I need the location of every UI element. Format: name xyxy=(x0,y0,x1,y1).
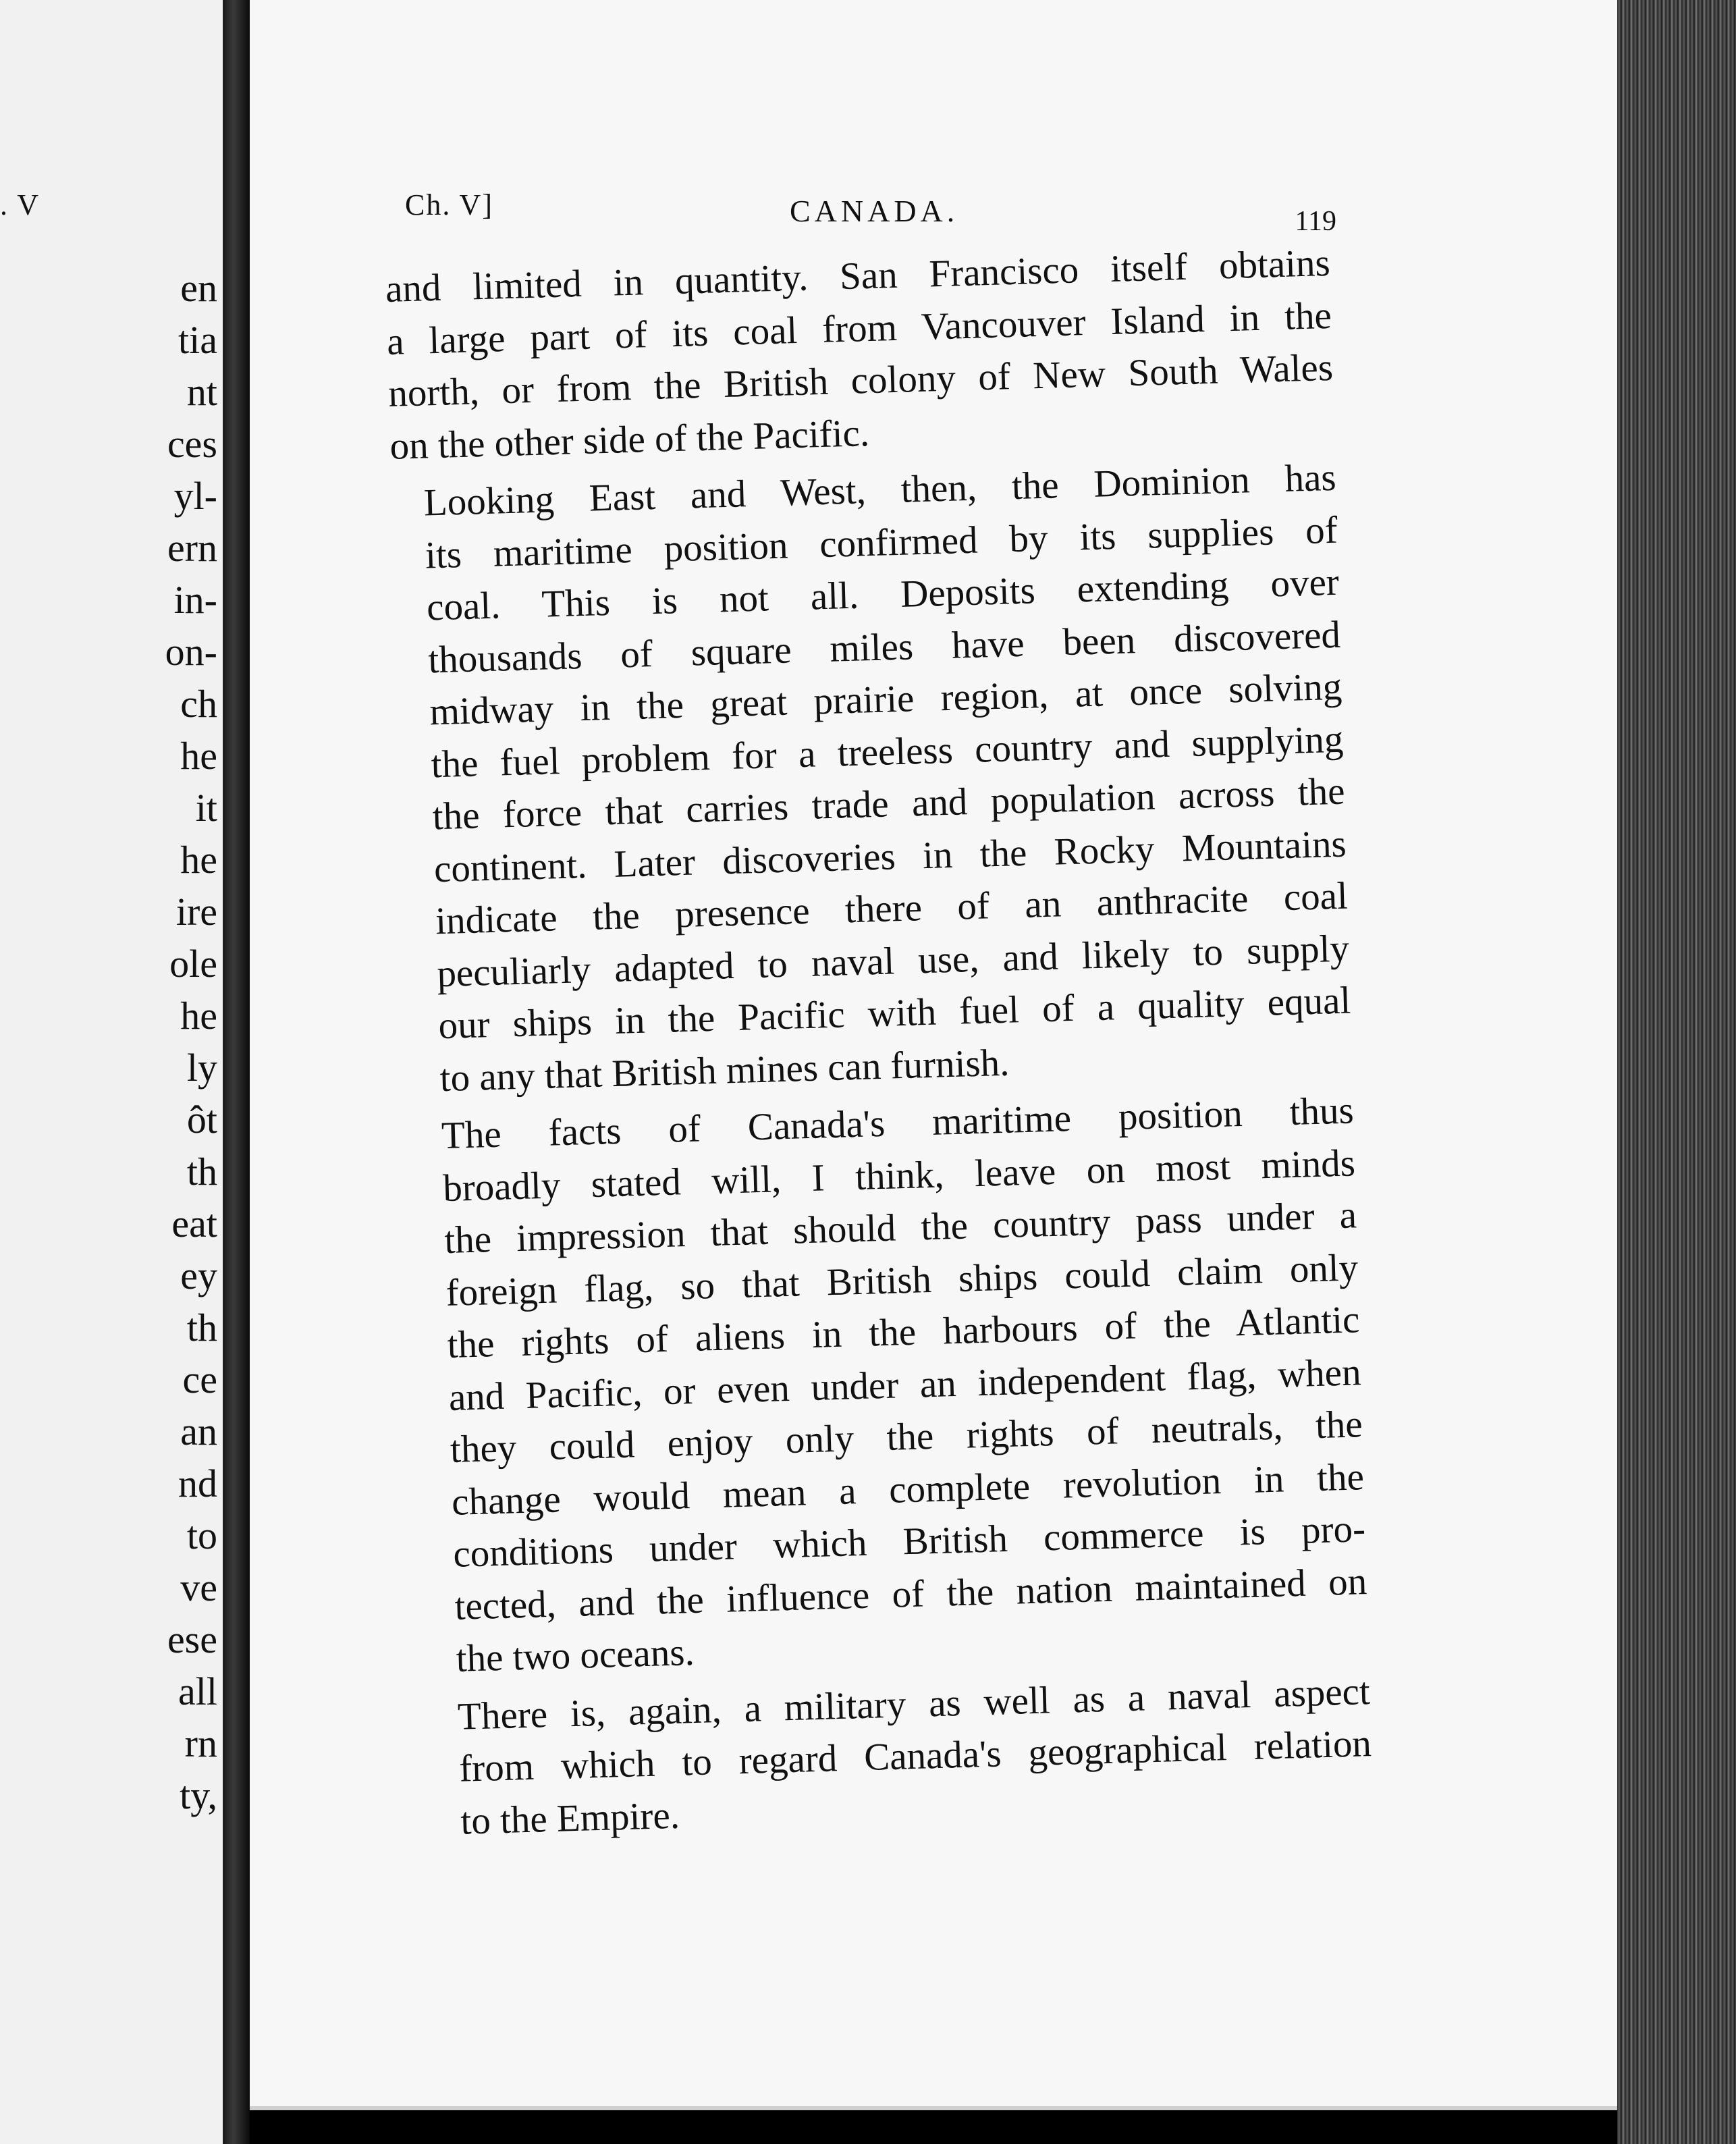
text-line: its maritime position confirmed by its supplies of xyxy=(425,508,1338,577)
text-line: a large part of its coal from Vancouver Island in the xyxy=(386,294,1332,363)
line-fragment: rn xyxy=(184,1721,217,1765)
text-line: foreign flag, so that British ships could claim only xyxy=(445,1245,1359,1314)
text-line: to any that British mines can furnish. xyxy=(439,1041,1010,1100)
line-fragment: ire xyxy=(175,890,217,934)
line-fragment: all xyxy=(178,1669,217,1713)
body-text xyxy=(385,237,1374,1854)
line-fragment: th xyxy=(186,1150,217,1194)
line-fragment: nd xyxy=(178,1462,217,1505)
text-line: the impression that should the country pass under a xyxy=(443,1194,1357,1262)
line-fragment: ly xyxy=(186,1046,217,1090)
line-fragment: ch xyxy=(180,682,217,726)
line-fragment: ve xyxy=(180,1565,217,1609)
page-number: 119 xyxy=(1295,206,1336,237)
line-fragment: to xyxy=(186,1513,217,1557)
page-edges xyxy=(1617,0,1736,2144)
line-fragment: it xyxy=(195,786,217,830)
line-fragment: tia xyxy=(178,318,217,362)
line-fragment: ces xyxy=(167,422,217,466)
line-fragment: he xyxy=(180,994,217,1038)
text-line: to the Empire. xyxy=(460,1794,680,1843)
text-line: conditions under which British commerce is pro- xyxy=(452,1507,1366,1576)
text-line: our ships in the Pacific with fuel of a quality equal xyxy=(437,979,1351,1048)
paragraph-4 xyxy=(425,1665,1374,1848)
line-fragment: ole xyxy=(169,942,217,986)
line-fragment: nt xyxy=(186,370,217,414)
text-line: the two oceans. xyxy=(455,1631,695,1680)
text-line: and limited in quantity. San Francisco itself obtains xyxy=(385,241,1331,311)
running-head xyxy=(405,182,1336,237)
line-fragment: on- xyxy=(165,630,217,674)
text-line: from which to regard Canada's geographical relation xyxy=(458,1722,1372,1790)
line-fragment: th xyxy=(186,1306,217,1349)
text-line: midway in the great prairie region, at once solving xyxy=(429,665,1342,734)
line-fragment: in- xyxy=(173,578,217,622)
line-fragment: ern xyxy=(167,526,217,570)
previous-page-line-fragments xyxy=(165,262,217,1821)
book-gutter xyxy=(223,0,250,2144)
paragraph-3 xyxy=(408,1084,1369,1686)
text-line: broadly stated will, I think, leave on most minds xyxy=(442,1141,1356,1210)
line-fragment: an xyxy=(180,1410,217,1453)
text-line: north, or from the British colony of New South Wales xyxy=(387,346,1334,415)
text-line: and Pacific, or even under an independent flag, when xyxy=(448,1350,1362,1419)
text-line: peculiarly adapted to naval use, and likely to supply xyxy=(436,927,1350,995)
line-fragment: yl- xyxy=(173,474,217,518)
text-line: the rights of aliens in the harbours of the Atlantic xyxy=(446,1298,1361,1367)
chapter-label: Ch. V] xyxy=(405,188,493,221)
previous-page-running-head: . V xyxy=(0,188,40,221)
text-line: tected, and the influence of the nation maintained on xyxy=(454,1559,1367,1628)
text-line: on the other side of the Pacific. xyxy=(389,411,870,468)
text-line: the force that carries trade and population across the xyxy=(432,770,1346,838)
line-fragment: ty, xyxy=(180,1773,217,1817)
text-line: continent. Later discoveries in the Rocky Mountains xyxy=(433,822,1347,890)
text-line: change would mean a complete revolution in the xyxy=(451,1455,1365,1524)
paragraph-2 xyxy=(391,452,1353,1106)
line-fragment: ôt xyxy=(186,1098,217,1142)
text-line: The facts of Canada's maritime position thus xyxy=(441,1089,1355,1158)
previous-page-strip xyxy=(0,0,223,2144)
line-fragment: ce xyxy=(182,1358,217,1401)
line-fragment: he xyxy=(180,838,217,882)
text-line: thousands of square miles have been discovered xyxy=(427,613,1341,681)
line-fragment: ese xyxy=(167,1617,217,1661)
line-fragment: en xyxy=(180,266,217,310)
text-line: they could enjoy only the rights of neutrals, the xyxy=(450,1403,1363,1471)
text-line: There is, again, a military as well as a naval aspect xyxy=(457,1669,1371,1738)
line-fragment: eat xyxy=(171,1202,217,1245)
text-line: Looking East and West, then, the Dominion has xyxy=(423,456,1337,525)
text-line: indicate the presence there of an anthracite coal xyxy=(435,874,1349,943)
paragraph-1 xyxy=(385,237,1335,473)
text-line: coal. This is not all. Deposits extending over xyxy=(426,560,1340,629)
line-fragment: he xyxy=(180,734,217,778)
text-line: the fuel problem for a treeless country and supplying xyxy=(430,718,1345,786)
page-title: CANADA. xyxy=(790,194,959,228)
line-fragment: ey xyxy=(180,1254,217,1297)
